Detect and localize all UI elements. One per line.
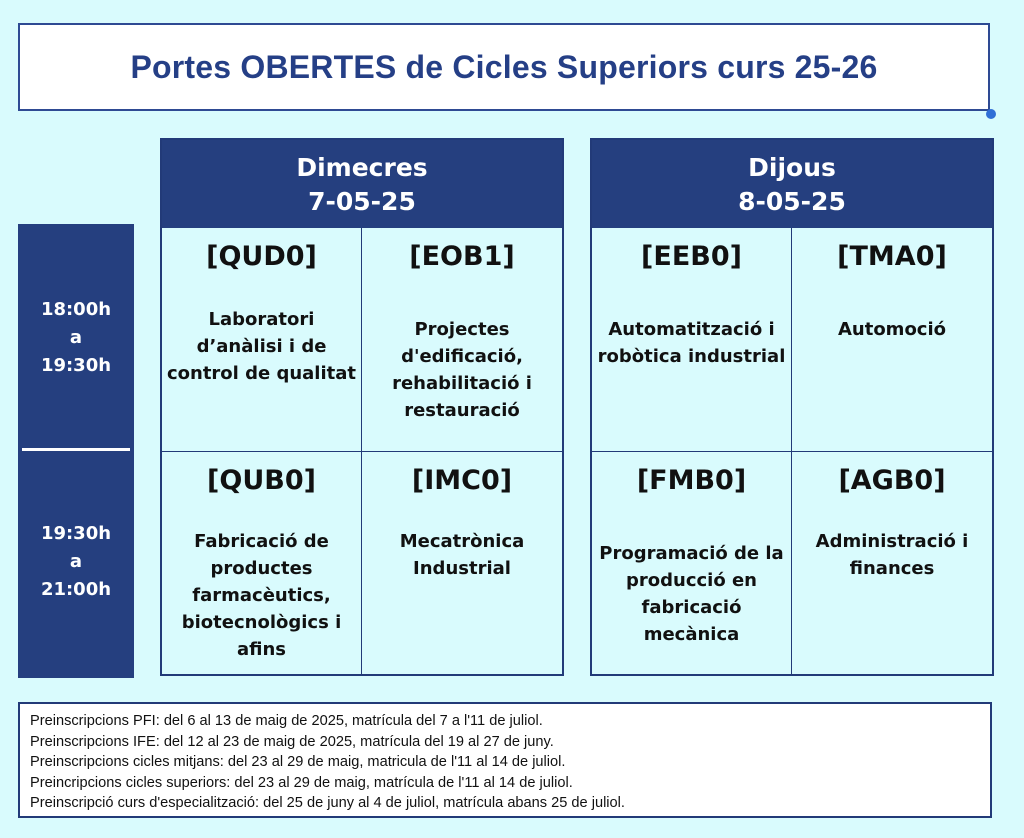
course-name-line: Automoció <box>837 319 947 340</box>
time-column <box>18 224 134 678</box>
time-slot-2-start: 19:30h <box>40 523 112 544</box>
course-code: [AGB0] <box>838 465 946 496</box>
enrollment-notes <box>18 702 992 818</box>
note-line: Preinscripcions cicles mitjans: del 23 al 29 de maig, matricula de l'11 al 14 de juliol. <box>30 754 566 770</box>
course-name <box>162 528 361 663</box>
course-name <box>362 528 562 582</box>
course-cell <box>162 452 362 674</box>
course-name-line: productes <box>210 558 313 579</box>
course-cell <box>792 452 992 674</box>
day-name: Dijous <box>748 153 836 182</box>
course-cell <box>362 452 562 674</box>
day-date: 7-05-25 <box>308 187 416 216</box>
day-header-wednesday <box>162 140 562 228</box>
time-slot-1 <box>18 296 134 380</box>
day-header-thursday <box>592 140 992 228</box>
course-name-line: d'edificació, <box>401 346 523 367</box>
time-slot-2 <box>18 520 134 604</box>
course-grid-wednesday <box>162 228 562 674</box>
course-name <box>362 316 562 424</box>
course-name-line: restauració <box>404 400 520 421</box>
course-name <box>792 316 992 343</box>
course-name-line: Programació de la <box>599 543 784 564</box>
course-cell <box>162 228 362 452</box>
course-name-line: Projectes <box>414 319 510 340</box>
course-name <box>592 540 791 648</box>
time-slot-1-start: 18:00h <box>40 299 112 320</box>
course-name-line: d’anàlisi i de <box>196 336 327 357</box>
course-name <box>592 316 791 370</box>
course-code: [EEB0] <box>641 241 742 272</box>
day-date: 8-05-25 <box>738 187 846 216</box>
course-name-line: robòtica industrial <box>597 346 786 367</box>
course-code: [FMB0] <box>636 465 747 496</box>
course-code: [QUD0] <box>206 241 317 272</box>
course-name-line: Laboratori <box>208 309 315 330</box>
time-slot-2-sep: a <box>69 551 83 572</box>
course-grid-thursday <box>592 228 992 674</box>
time-slot-2-end: 21:00h <box>40 579 112 600</box>
title-corner-dot <box>986 109 996 119</box>
course-code: [EOB1] <box>409 241 515 272</box>
course-name-line: producció en <box>626 570 757 591</box>
page-title: Portes OBERTES de Cicles Superiors curs 25-26 <box>130 48 878 85</box>
note-line: Preinscripcions PFI: del 6 al 13 de maig de 2025, matrícula del 7 a l'11 de juliol. <box>30 713 543 729</box>
day-block-wednesday <box>160 138 564 676</box>
time-slot-1-end: 19:30h <box>40 355 112 376</box>
course-name-line: Administració i <box>815 531 969 552</box>
course-name-line: rehabilitació i <box>392 373 532 394</box>
note-line: Preinscripcions IFE: del 12 al 23 de maig de 2025, matrícula del 19 al 27 de juny. <box>30 733 554 750</box>
course-name-line: Mecatrònica <box>399 531 525 552</box>
course-name-line: farmacèutics, <box>192 585 331 606</box>
course-name-line: fabricació <box>641 597 742 618</box>
course-cell <box>792 228 992 452</box>
time-divider <box>22 448 130 451</box>
note-line: Preincripcions cicles superiors: del 23 al 29 de maig, matrícula de l'11 al 14 de juliol. <box>30 774 573 791</box>
course-name-line: afins <box>236 639 287 660</box>
course-cell <box>592 228 792 452</box>
course-code: [TMA0] <box>837 241 947 272</box>
day-name: Dimecres <box>296 153 428 182</box>
course-name-line: Industrial <box>413 558 511 579</box>
course-cell <box>362 228 562 452</box>
day-block-thursday <box>590 138 994 676</box>
course-name-line: Fabricació de <box>194 531 329 552</box>
time-slot-1-sep: a <box>69 327 83 348</box>
course-code: [IMC0] <box>411 465 513 496</box>
course-name-line: Automatització i <box>608 319 775 340</box>
note-line: Preinscripció curs d'especialització: del 25 de juny al 4 de juliol, matrícula abans 25 de juliol. <box>30 795 625 811</box>
course-cell <box>592 452 792 674</box>
course-name-line: mecànica <box>643 624 740 645</box>
course-name-line: control de qualitat <box>166 363 357 384</box>
course-name-line: finances <box>849 558 935 579</box>
course-name <box>792 528 992 582</box>
course-name-line: biotecnològics i <box>181 612 342 633</box>
title-box <box>18 23 990 111</box>
course-name <box>162 306 361 387</box>
course-code: [QUB0] <box>207 465 316 496</box>
